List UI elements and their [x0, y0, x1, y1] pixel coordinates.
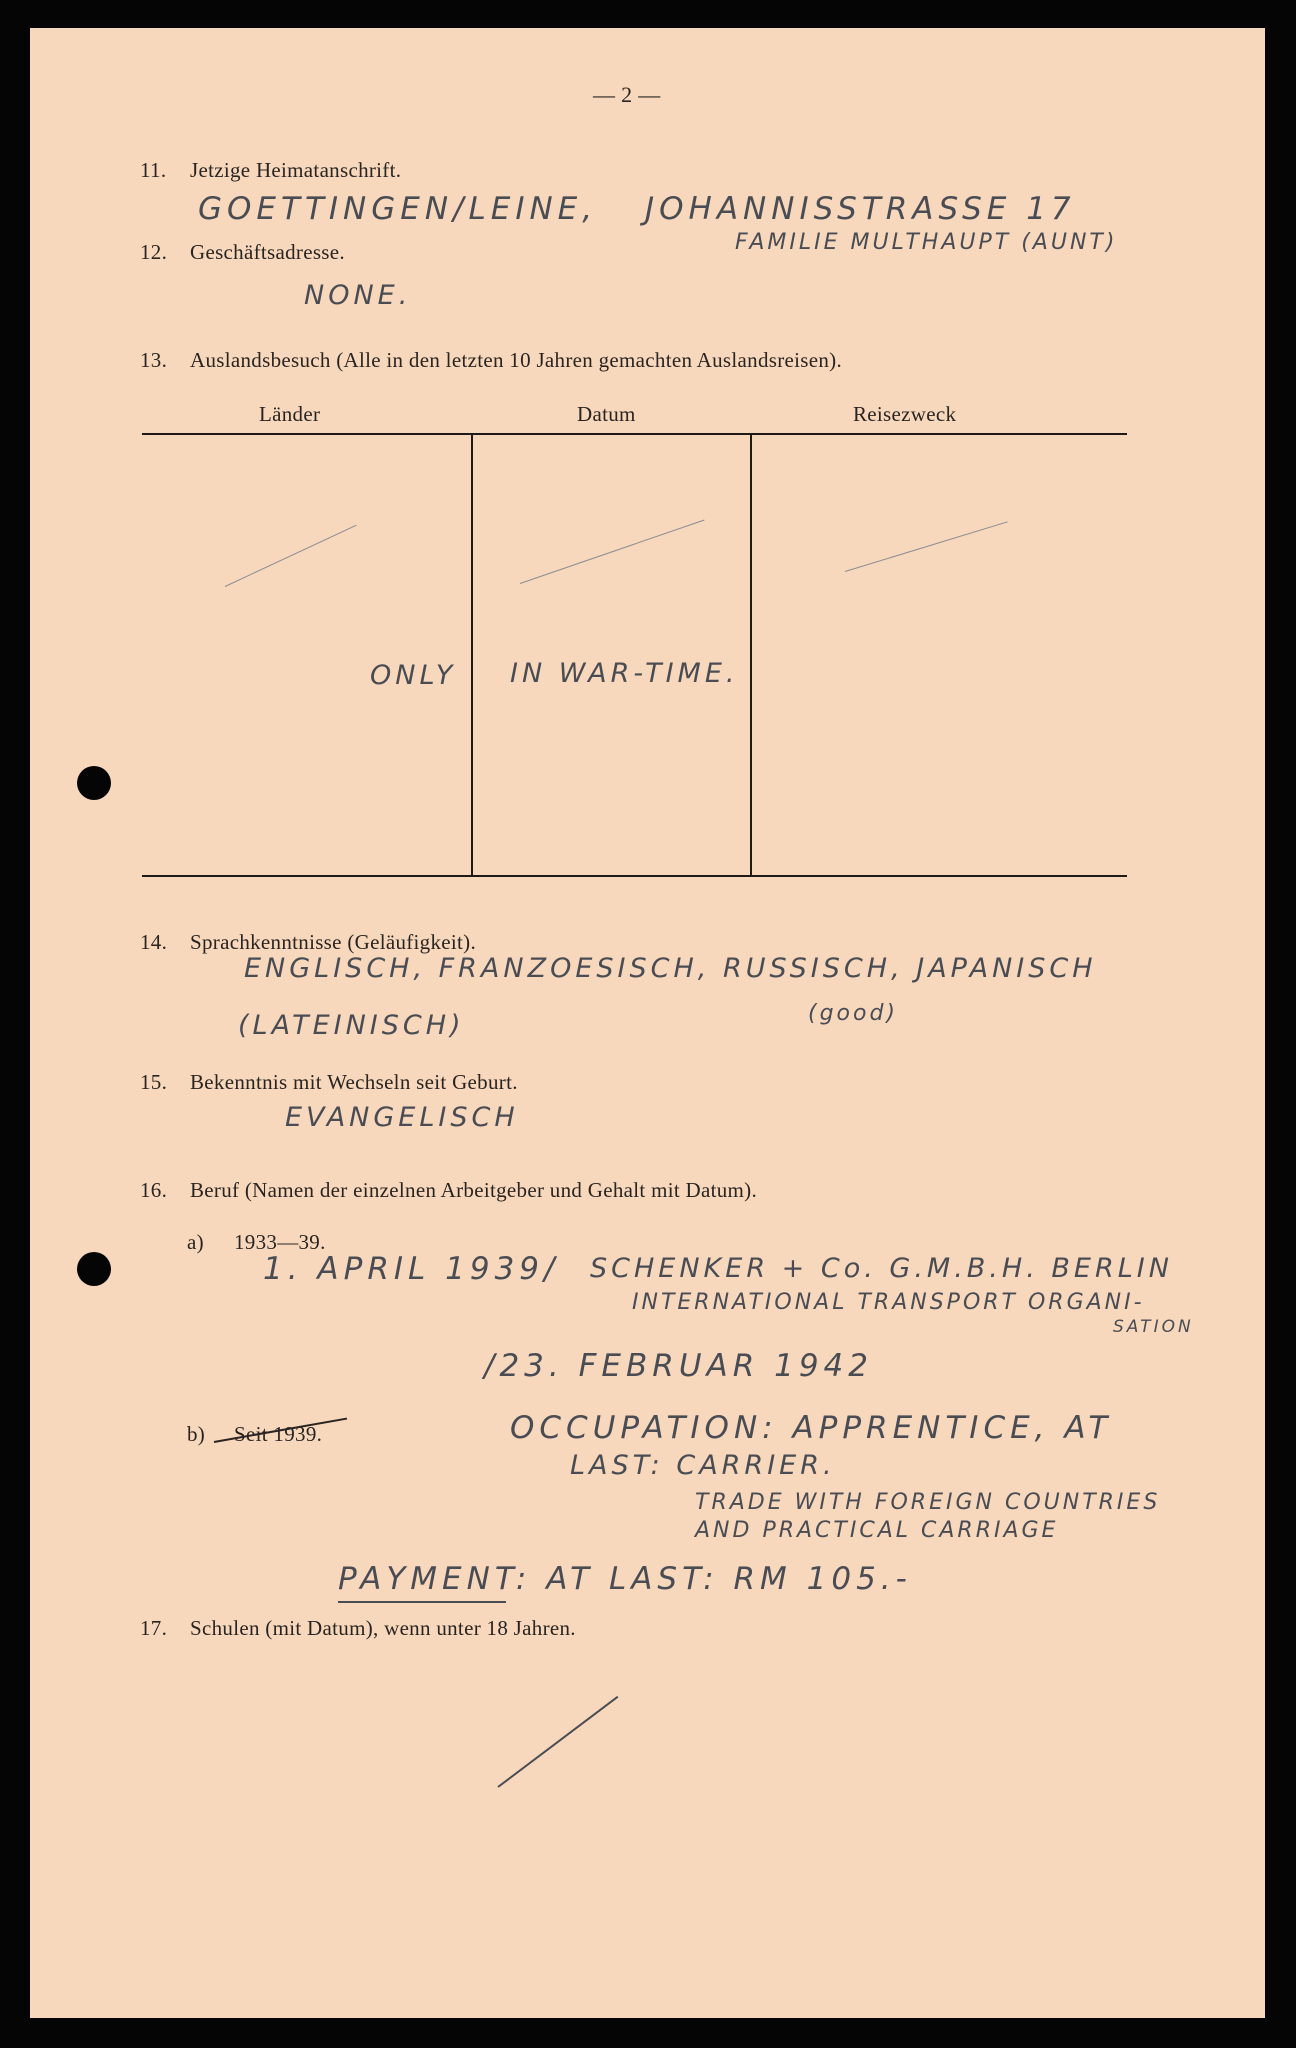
page-number: — 2 —: [593, 82, 661, 107]
hw-job-employer: SCHENKER + Co. G.M.B.H. BERLIN: [590, 1253, 1173, 1284]
hw-languages-note: (good): [808, 1001, 899, 1026]
hw-travel-1: ONLY: [370, 660, 457, 691]
hw-occupation-4: AND PRACTICAL CARRIAGE: [695, 1518, 1059, 1543]
item-16a-marker: a): [187, 1230, 204, 1254]
hw-payment: PAYMENT: AT LAST: RM 105.-: [338, 1561, 912, 1597]
item-11-label: Jetzige Heimatanschrift.: [190, 158, 402, 182]
item-16a-label: 1933—39.: [234, 1230, 326, 1254]
hw-occupation-3: TRADE WITH FOREIGN COUNTRIES: [695, 1490, 1161, 1515]
hw-job-employer-desc-1: INTERNATIONAL TRANSPORT ORGANI-: [632, 1290, 1145, 1315]
hw-job-date-to: /23. FEBRUAR 1942: [484, 1348, 874, 1384]
hw-occupation-1: OCCUPATION: APPRENTICE, AT: [510, 1410, 1113, 1446]
item-15-number: 15.: [140, 1070, 168, 1094]
hw-religion: EVANGELISCH: [285, 1102, 519, 1133]
hw-job-date-from: 1. APRIL 1939/: [263, 1251, 560, 1287]
punch-hole-bottom: [77, 1252, 111, 1286]
table-dash-1: [225, 525, 357, 587]
hw-travel-2: IN WAR-TIME.: [510, 658, 739, 689]
hw-address-street: JOHANNISSTRASSE 17: [645, 191, 1076, 227]
hw-languages-1: ENGLISCH, FRANZOESISCH, RUSSISCH, JAPANISCH: [244, 953, 1097, 984]
item-13-label: Auslandsbesuch (Alle in den letzten 10 Jahren gemachten Auslandsreisen).: [190, 348, 842, 372]
table-dash-2: [520, 520, 705, 584]
document-page: [30, 28, 1265, 2018]
item-11-number: 11.: [140, 158, 167, 182]
hw-job-employer-desc-2: SATION: [1113, 1317, 1194, 1337]
table-top-rule: [142, 433, 1127, 435]
table-divider-1: [471, 435, 473, 875]
item-16b-marker: b): [187, 1422, 206, 1446]
item-17-number: 17.: [140, 1616, 168, 1640]
col-header-datum: Datum: [577, 402, 636, 426]
item-17-label: Schulen (mit Datum), wenn unter 18 Jahren.: [190, 1616, 576, 1640]
table-dash-3: [845, 521, 1008, 572]
table-bottom-rule: [142, 875, 1127, 877]
payment-underline: [338, 1601, 506, 1603]
col-header-reisezweck: Reisezweck: [853, 402, 957, 426]
hw-business: NONE.: [304, 280, 412, 311]
item-13-number: 13.: [140, 348, 168, 372]
item-16-number: 16.: [140, 1178, 168, 1202]
item-17-dash: [497, 1696, 618, 1788]
hw-address-city: GOETTINGEN/LEINE,: [198, 191, 598, 227]
item-16-label: Beruf (Namen der einzelnen Arbeitgeber und Gehalt mit Datum).: [190, 1178, 758, 1202]
item-15-label: Bekenntnis mit Wechseln seit Geburt.: [190, 1070, 518, 1094]
item-12-label: Geschäftsadresse.: [190, 240, 345, 264]
hw-address-family: FAMILIE MULTHAUPT (AUNT): [735, 230, 1118, 255]
item-12-number: 12.: [140, 240, 168, 264]
item-14-number: 14.: [140, 930, 168, 954]
table-divider-2: [750, 435, 752, 875]
hw-occupation-2: LAST: CARRIER.: [570, 1450, 836, 1481]
punch-hole-top: [77, 766, 111, 800]
item-16b-label: Seit 1939.: [234, 1422, 323, 1446]
col-header-laender: Länder: [259, 402, 321, 426]
hw-languages-2: (LATEINISCH): [238, 1010, 465, 1041]
item-14-label: Sprachkenntnisse (Geläufigkeit).: [190, 930, 477, 954]
